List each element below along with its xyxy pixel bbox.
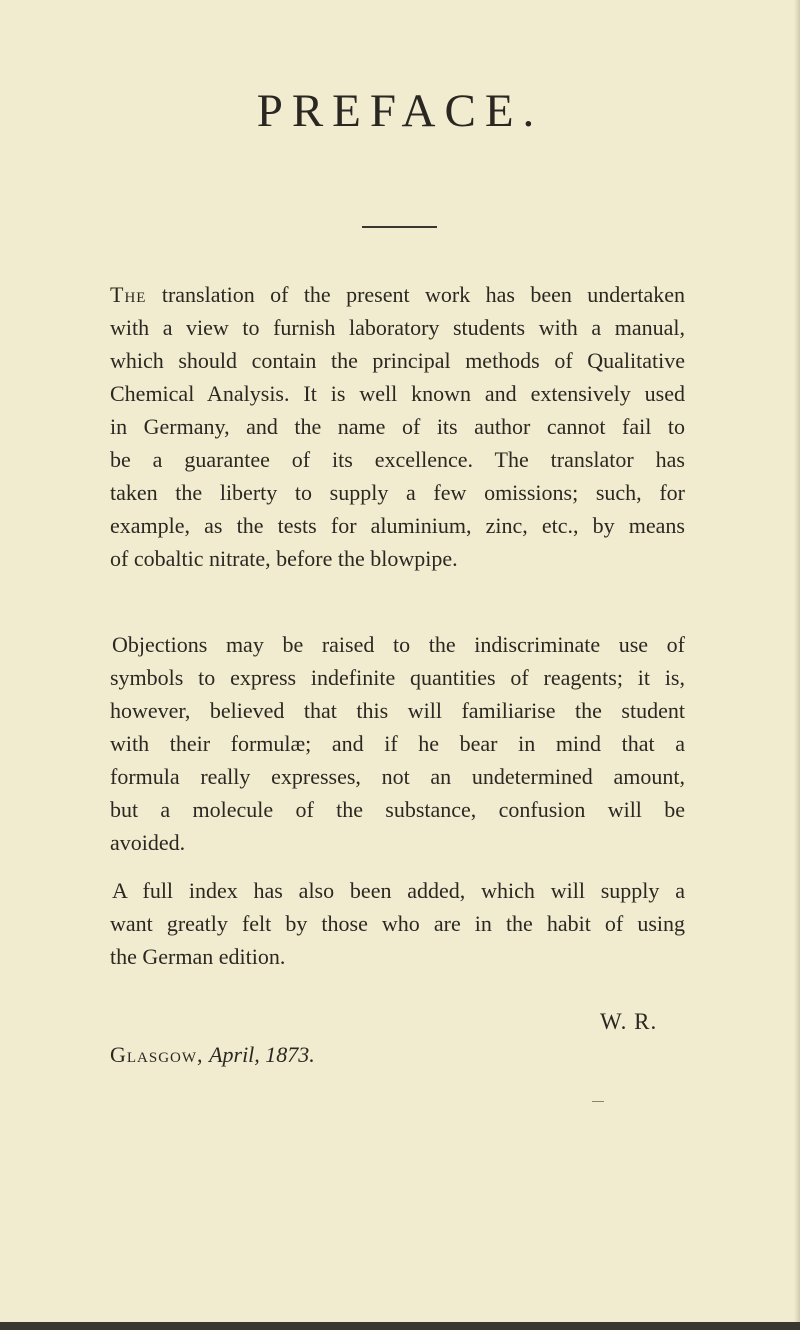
place-name: Glasgow, (110, 1042, 204, 1067)
paragraph-2-line-6: but a molecule of the substance, confusion will be (110, 797, 685, 822)
paragraph-1-line-9: of cobaltic nitrate, before the blowpipe. (110, 546, 458, 571)
paragraph-2-line-1: Objections may be raised to the indiscriminate use of (112, 632, 685, 657)
paragraph-1-line-7: taken the liberty to supply a few omissions; such, for (110, 480, 685, 505)
paragraph-1-line-2: with a view to furnish laboratory students with a manual, (110, 315, 685, 340)
paragraph-1-line-3: which should contain the principal methods of Qualitative (110, 348, 685, 373)
paragraph-1-line-5: in Germany, and the name of its author cannot fail to (110, 414, 685, 439)
paragraph-1-line-8: example, as the tests for aluminium, zinc, etc., by means (110, 513, 685, 538)
page-title: PREFACE. (256, 85, 544, 137)
paragraph-2-line-5: formula really expresses, not an undetermined amount, (110, 764, 685, 789)
paragraph-2-line-2: symbols to express indefinite quantities of reagents; it is, (110, 665, 685, 690)
paragraph-1-line-6: be a guarantee of its excellence. The translator has (110, 447, 685, 472)
paragraph-2-line-4: with their formulæ; and if he bear in mind that a (110, 731, 685, 756)
translator-signature: W. R. (600, 1009, 658, 1034)
paragraph-2-line-3: however, believed that this will familiarise the student (110, 698, 685, 723)
place-and-date (110, 1042, 315, 1068)
page-bottom-edge (0, 1322, 800, 1330)
preface-paragraph-1 (110, 278, 685, 575)
paragraph-3-line-1: A full index has also been added, which will supply a (112, 878, 685, 903)
preface-paragraph-3 (110, 874, 685, 973)
paragraph-3-line-2: want greatly felt by those who are in the habit of using (110, 911, 685, 936)
paragraph-2-line-7: avoided. (110, 830, 186, 855)
page-mark (592, 1101, 604, 1102)
paragraph-1-line-1: The translation of the present work has been undertaken (110, 282, 685, 307)
preface-paragraph-2 (110, 628, 685, 859)
title-rule (362, 226, 437, 228)
paragraph-1-lead-word: The (110, 282, 147, 307)
paragraph-3-line-3: the German edition. (110, 944, 286, 969)
paragraph-1-line-4: Chemical Analysis. It is well known and extensively used (110, 381, 685, 406)
date-line: April, 1873. (209, 1042, 315, 1067)
page-edge-shadow (794, 0, 800, 1330)
